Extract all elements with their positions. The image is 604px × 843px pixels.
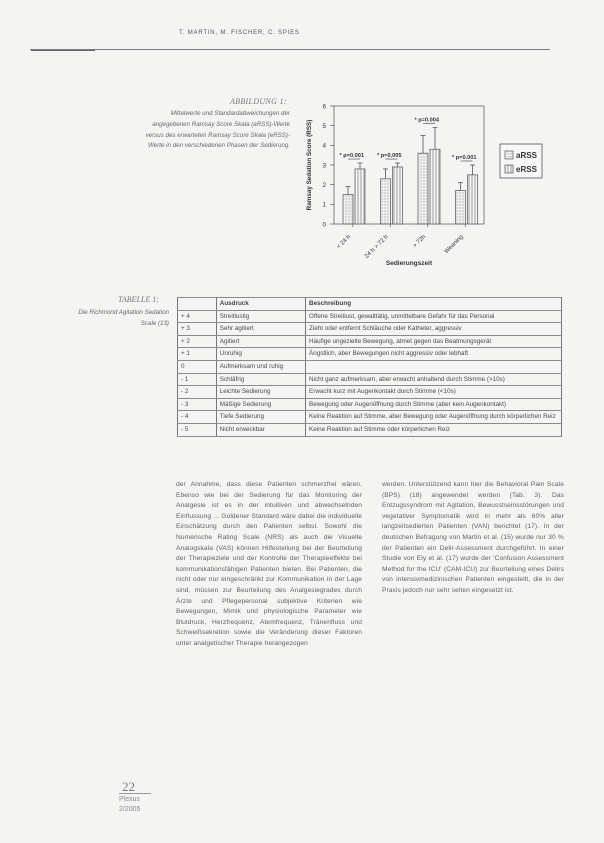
table-caption: Die Richmond Agitation Sedation Scale (13) bbox=[78, 309, 169, 327]
table-row bbox=[178, 423, 562, 436]
score-cell: + 3 bbox=[178, 323, 217, 336]
description-cell: Keine Reaktion auf Stimme, aber Bewegung oder Augenöffnung durch körperlichen Reiz bbox=[306, 411, 562, 424]
expression-cell: Nicht erweckbar bbox=[216, 423, 305, 436]
expression-cell: Schläfrig bbox=[216, 373, 305, 386]
erss-bar bbox=[468, 175, 478, 224]
figure-label: ABBILDUNG 1: bbox=[230, 97, 287, 106]
chart-svg bbox=[300, 96, 555, 266]
y-tick-label: 3 bbox=[322, 162, 326, 170]
x-tick-label: Weaning bbox=[443, 234, 465, 256]
description-header: Beschreibung bbox=[306, 298, 562, 311]
y-tick-label: 2 bbox=[322, 181, 326, 189]
body-text-right-column: werden. Unterstützend kann hier die Behavioral Pain Scale (BPS) (18) angewendet werden (Tab. 3). Das Entzugssyndrom mit Agitation, Bewusstseinsstörungen und vegetativer Symptomatik wird in mehr als 60% aller langzeitsedierten Patienten (VAN) berichtet (17). In der deutschen Befragung von Martin et al. (15) wurde nur 30 % der Patienten ein Delir-Assessment durchgeführt. In einer Studie von Ely et al. (17) wurde der 'Confusion Assessment Method for the ICU' (CAM-ICU) zur Beurteilung eines Delirs von intensivmedizinischen Patienten eingestellt, die in der Praxis jedoch nur sehr selten eingesetzt ist. bbox=[382, 481, 564, 594]
table-row bbox=[178, 373, 562, 386]
issue-number: 2/2005 bbox=[119, 806, 141, 813]
table-row bbox=[178, 411, 562, 424]
table-row bbox=[178, 323, 562, 336]
table-row bbox=[178, 335, 562, 348]
arss-bar bbox=[343, 195, 353, 225]
x-tick-label: < 24 h bbox=[336, 234, 353, 251]
expression-cell: Unruhig bbox=[216, 348, 305, 361]
y-tick-label: 6 bbox=[322, 103, 326, 111]
table-row bbox=[178, 310, 562, 323]
description-cell: Ängstlich, aber Bewegungen nicht aggressiv oder lebhaft bbox=[306, 348, 562, 361]
y-tick-label: 1 bbox=[322, 201, 326, 209]
score-cell: + 4 bbox=[178, 310, 217, 323]
expression-cell: Aufmerksam und ruhig bbox=[216, 360, 305, 373]
significance-label: * p=0.004 bbox=[414, 117, 439, 124]
score-cell: - 5 bbox=[178, 423, 217, 436]
significance-label: * p=0.005 bbox=[377, 153, 402, 160]
rass-table bbox=[177, 297, 562, 437]
expression-cell: Tiefe Sedierung bbox=[216, 411, 305, 424]
table-row bbox=[178, 386, 562, 399]
description-cell: Erwacht kurz mit Augenkontakt durch Stimme (<10s) bbox=[306, 386, 562, 399]
arss-legend-swatch bbox=[505, 151, 513, 159]
arss-bar bbox=[381, 179, 391, 224]
significance-label: * p=0.001 bbox=[452, 155, 477, 161]
figure-caption: Mittelwerte und Standardabweichungen der angegebenen Ramsay Score Skala (aRSS)-Werte versus des erwarteten Ramsay Score Skala (eRSS)-Werte in den verschiedenen Phasen der Sedierung. bbox=[145, 110, 290, 150]
x-tick-label: > 72h bbox=[412, 234, 428, 250]
table-row bbox=[178, 348, 562, 361]
score-cell: + 2 bbox=[178, 335, 217, 348]
sedation-bar-chart bbox=[300, 96, 555, 266]
page-number: 22 bbox=[122, 779, 135, 794]
erss-legend-label: eRSS bbox=[516, 165, 537, 174]
arss-bar bbox=[456, 191, 466, 224]
erss-bar bbox=[355, 169, 365, 224]
score-header bbox=[178, 298, 217, 311]
y-tick-label: 5 bbox=[322, 122, 326, 130]
expression-cell: Sehr agitiert bbox=[216, 323, 305, 336]
arss-bar bbox=[418, 153, 428, 224]
description-cell: Offene Streitlust, gewalttätig, unmittelbare Gefahr für das Personal bbox=[306, 310, 562, 323]
expression-cell: Streitlustig bbox=[216, 310, 305, 323]
significance-label: * p=0.001 bbox=[339, 153, 364, 160]
body-text-left-column: der Annahme, dass diese Patienten schmerzfrei wären. Ebenso wie bei der Sedierung für das Monitoring der Analgesie ist es in der intuitiven und abwechselnden Einflussung ... Goldener Standard wäre dabei die individuelle Einschätzung durch den Patienten selbst. Sowohl die Numerische Rating Scale (NRS) als auch die Visuelle Analogskala (VAS) können Hilfestellung bei der Beurteilung der Therapieziele und der Kontrolle der Therapieeffekte bei kommunikationsfähigen Patienten bieten. Bei Patienten, die nicht oder nur eingeschränkt zur Kommunikation in der Lage sind, müssen zur Beurteilung des Analgesiegrades durch Ärzte und Pflegepersonal subjektive Kriterien wie Bewegungen, Mimik und physiologische Parameter wie Blutdruck, Herzfrequenz, Atemfrequenz, Tränenfluss und Schweißsekretion sowie die Veränderung dieser Faktoren unter analgetischer Therapie herangezogen bbox=[176, 481, 362, 647]
score-cell: - 3 bbox=[178, 398, 217, 411]
score-cell: + 1 bbox=[178, 348, 217, 361]
expression-cell: Mäßige Sedierung bbox=[216, 398, 305, 411]
header-rule bbox=[30, 49, 550, 50]
table-row bbox=[178, 398, 562, 411]
expression-header: Ausdruck bbox=[216, 298, 305, 311]
table-row bbox=[178, 360, 562, 373]
score-cell: - 2 bbox=[178, 386, 217, 399]
footer-rule bbox=[119, 793, 151, 794]
expression-cell: Leichte Sedierung bbox=[216, 386, 305, 399]
description-cell bbox=[306, 360, 562, 373]
score-cell: - 4 bbox=[178, 411, 217, 424]
table-label: TABELLE 1: bbox=[118, 295, 159, 304]
score-cell: - 1 bbox=[178, 373, 217, 386]
erss-bar bbox=[430, 149, 440, 224]
arss-legend-label: aRSS bbox=[516, 151, 537, 160]
description-cell: Nicht ganz aufmerksam, aber erwacht anhaltend durch Stimme (>10s) bbox=[306, 373, 562, 386]
erss-bar bbox=[393, 167, 403, 224]
description-cell: Keine Reaktion auf Stimme oder körperlichen Reiz bbox=[306, 423, 562, 436]
journal-name: Ρlexus bbox=[119, 796, 141, 803]
x-tick-label: 24 h > 72 h bbox=[364, 234, 390, 260]
erss-legend-swatch bbox=[505, 165, 513, 173]
x-axis-label: Sedierungszeit bbox=[385, 260, 433, 267]
description-cell: Häufige ungezielte Bewegung, atmet gegen das Beatmungsgerät bbox=[306, 335, 562, 348]
y-tick-label: 4 bbox=[322, 142, 326, 150]
y-axis-label: Ramsay Sedation Score (RSS) bbox=[306, 119, 313, 211]
score-cell: 0 bbox=[178, 360, 217, 373]
expression-cell: Agitiert bbox=[216, 335, 305, 348]
y-tick-label: 0 bbox=[322, 221, 326, 229]
description-cell: Bewegung oder Augenöffnung durch Stimme (aber kein Augenkontakt) bbox=[306, 398, 562, 411]
description-cell: Zieht oder entfernt Schläuche oder Katheter, aggressiv bbox=[306, 323, 562, 336]
table-header-row bbox=[178, 298, 562, 311]
running-head: T. MARTIN, M. FISCHER, C. SPIES bbox=[179, 30, 300, 36]
